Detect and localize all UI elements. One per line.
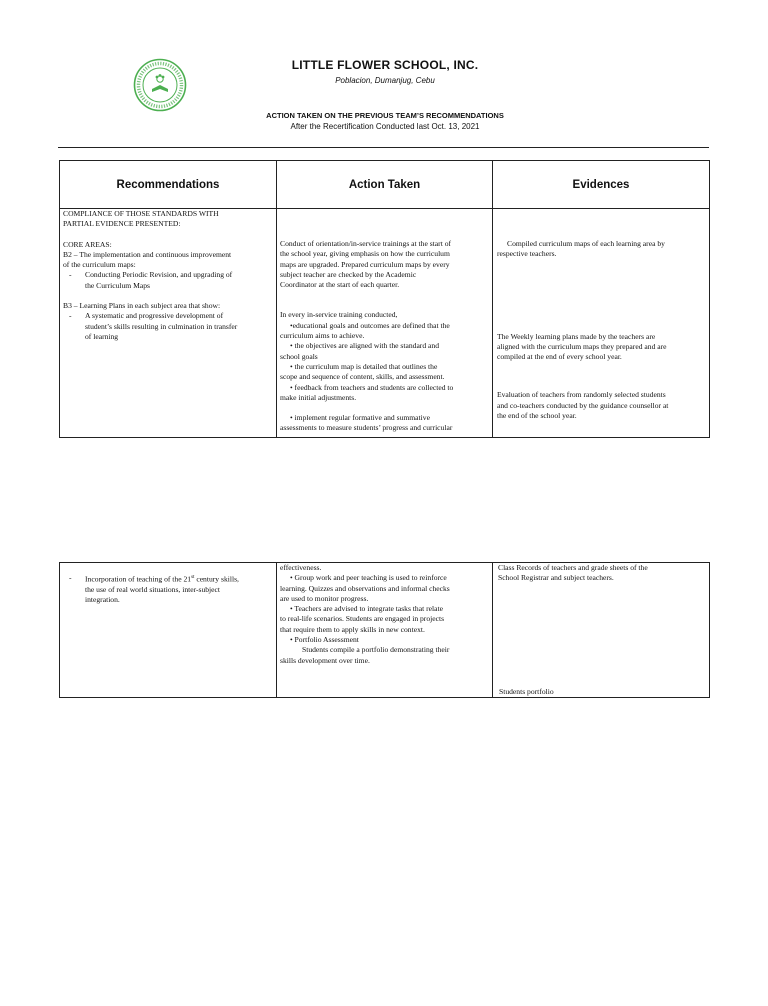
text-line: effectiveness.	[280, 563, 322, 572]
text-line: In every in-service training conducted,	[280, 310, 398, 320]
text-line: Conduct of orientation/in-service trainings at the start of	[280, 239, 452, 248]
school-address: Poblacion, Dumanjug, Cebu	[335, 76, 435, 85]
text-line: A systematic and progressive development of	[85, 311, 224, 321]
text-line: the school year, giving emphasis on how the curriculum	[280, 249, 450, 259]
text-line: School Registrar and subject teachers.	[498, 573, 614, 583]
text-line: • the objectives are aligned with the standard and	[290, 341, 439, 351]
text-line: Class Records of teachers and grade sheets of the	[498, 563, 648, 572]
text-line: compiled at the end of every school year.	[497, 352, 622, 362]
table-header-row	[60, 161, 710, 209]
text-line: •educational goals and outcomes are defined that the	[290, 320, 450, 330]
text-line: are used to monitor progress.	[280, 593, 369, 603]
text-span: Incorporation of teaching of the 21	[85, 574, 192, 584]
text-line: scope and sequence of content, skills, and assessment.	[280, 372, 445, 382]
text-line: that require them to apply skills in new context.	[280, 624, 425, 634]
recommendation-cell	[60, 563, 277, 698]
text-line: • the curriculum map is detailed that outlines the	[290, 361, 438, 371]
text-line: CORE AREAS:	[63, 239, 112, 249]
text-line: • implement regular formative and summative	[290, 413, 430, 423]
list-item	[63, 270, 273, 291]
text-line: the end of the school year.	[497, 411, 577, 421]
text-line: curriculum aims to achieve.	[280, 331, 365, 341]
text-line: school goals	[280, 351, 318, 361]
school-name: LITTLE FLOWER SCHOOL, INC.	[291, 58, 479, 72]
list-item	[63, 311, 273, 342]
text-line: student’s skills resulting in culmination in transfer	[85, 321, 238, 331]
text-line: respective teachers.	[497, 249, 557, 259]
text-line: • Teachers are advised to integrate tasks that relate	[290, 604, 443, 614]
text-line: Students compile a portfolio demonstrating their	[302, 645, 450, 655]
header-divider	[58, 147, 709, 148]
text-line: The Weekly learning plans made by the teachers are	[497, 331, 656, 341]
action-taken-cell	[277, 209, 493, 438]
text-span: century skills,	[194, 574, 239, 584]
text-line: Conducting Periodic Revision, and upgrading of	[85, 270, 233, 280]
text-line: COMPLIANCE OF THOSE STANDARDS WITH	[63, 209, 219, 218]
school-seal-logo	[133, 58, 187, 112]
dash-marker: -	[69, 311, 72, 321]
text-line: Evaluation of teachers from randomly selected students	[497, 390, 666, 400]
text-line: PARTIAL EVIDENCE PRESENTED:	[63, 219, 181, 229]
text-line: assessments to measure students’ progress and curricular	[280, 423, 453, 433]
text-line: of the curriculum maps:	[63, 260, 136, 270]
recommendation-cell	[60, 209, 277, 438]
evidence-cell	[493, 209, 710, 438]
text-line: B3 – Learning Plans in each subject area that show:	[63, 301, 221, 311]
text-line: Compiled curriculum maps of each learning area by	[507, 239, 665, 248]
text-line	[85, 573, 239, 585]
text-line: • Group work and peer teaching is used to reinforce	[290, 573, 447, 583]
text-line: subject teacher are checked by the Academic	[280, 269, 417, 279]
document-title: ACTION TAKEN ON THE PREVIOUS TEAM’S RECOMMENDATIONS	[266, 111, 504, 120]
text-line: to real-life scenarios. Students are engaged in projects	[280, 614, 445, 624]
text-line: maps are upgraded. Prepared curriculum maps by every	[280, 259, 450, 269]
recommendations-table	[59, 160, 710, 438]
text-line: the Curriculum Maps	[85, 280, 150, 290]
table-row	[60, 209, 710, 438]
recommendations-table-continued	[59, 562, 710, 698]
text-line: B2 – The implementation and continuous improvement	[63, 249, 232, 259]
text-line: skills development over time.	[280, 655, 370, 665]
text-line: Coordinator at the start of each quarter.	[280, 280, 400, 290]
dash-marker: -	[69, 270, 72, 280]
text-line: • feedback from teachers and students are collected to	[290, 382, 454, 392]
document-subtitle: After the Recertification Conducted last Oct. 13, 2021	[290, 122, 480, 131]
table-row	[60, 563, 710, 698]
superscript: st	[191, 575, 195, 580]
action-taken-cell	[277, 563, 493, 698]
dash-marker: -	[69, 573, 72, 582]
text-line: • Portfolio Assessment	[290, 635, 359, 645]
evidence-cell	[493, 563, 710, 698]
column-header-action-taken: Action Taken	[277, 161, 493, 209]
text-line: aligned with the curriculum maps they prepared and are	[497, 341, 667, 351]
text-line: make initial adjustments.	[280, 392, 357, 402]
text-line: and co-teachers conducted by the guidance counsellor at	[497, 400, 669, 410]
text-line: integration.	[85, 595, 120, 605]
list-item	[63, 573, 273, 605]
text-line: Students portfolio	[499, 687, 554, 696]
column-header-recommendations: Recommendations	[60, 161, 277, 209]
text-line: the use of real world situations, inter-subject	[85, 584, 221, 594]
column-header-evidences: Evidences	[493, 161, 710, 209]
text-line: learning. Quizzes and observations and informal checks	[280, 583, 450, 593]
text-line: of learning	[85, 331, 119, 341]
